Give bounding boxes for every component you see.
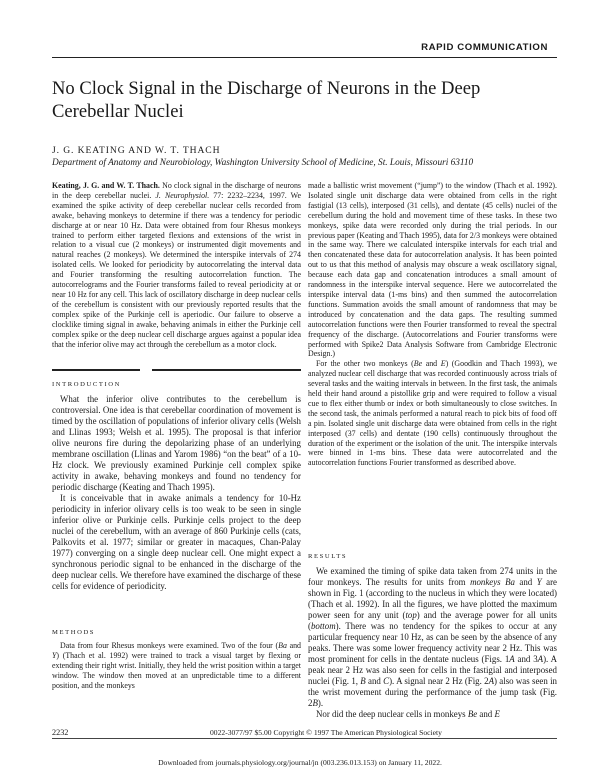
methods-paragraph-3: For the other two monkeys (Be and E) (Goodkin and Thach 1993), we analyzed nuclear cell discharge that was recorded continuously across trials of several tasks and the waiting intervals in between. In the first task, the animals held their hand around a pistollike grip and were required to follow a visual cue to flex either thumb or index or both simultaneously to close switches. In the second task, the animals performed a natural reach to pick bits of food off a pin. Isolated single unit discharge data were obtained from cells in the right interposed (37 cells) and dentate (190 cells) continuously throughout the duration of the experiment or the isolation of the unit. The interspike intervals were binned in 1-ms bins. These data were autocorrelated and the autocorrelation functions Fourier transformed as described above.: [308, 359, 557, 468]
header-rule: [52, 57, 557, 58]
section-tag: RAPID COMMUNICATION: [421, 42, 548, 53]
results-paragraph-1: We examined the timing of spike data taken from 274 units in the four monkeys. The results for units from monkeys Ba and Y are shown in Fig. 1 (according to the nucleus in which they were located) (Thach et al. 1992). In all the figures, we have plotted the maximum power seen for any unit (top) and the average power for all units (bottom). There was no tendency for the spikes to occur at any particular frequency near 10 Hz, as can be seen by the absence of any peaks. There was some lower frequency activity near 2 Hz. This was most prominent for cells in the dentate nucleus (Figs. 1A and 3A). A peak near 2 Hz was also seen for cells in the fastigial and interposed nuclei (Fig. 1, B and C). A signal near 2 Hz (Fig. 2A) also was seen in the wrist movement during the performance of the jump task (Fig. 2B).: [308, 566, 558, 708]
abstract-title-text: No clock signal in the discharge of neurons in the deep cerebellar nuclei.: [52, 181, 301, 200]
methods-body: [52, 641, 301, 691]
affiliation: Department of Anatomy and Neurobiology, Washington University School of Medicine, St. Louis, Missouri 63110: [52, 158, 474, 168]
introduction-heading: INTRODUCTION: [52, 381, 122, 388]
abstract-paragraph: [52, 181, 301, 349]
copyright-line: 0022-3077/97 $5.00 Copyright © 1997 The American Physiological Society: [210, 728, 442, 737]
section-divider: [52, 369, 301, 372]
methods-paragraph-1: Data from four Rhesus monkeys were examined. Two of the four (Ba and Y) (Thach et al. 1992) were trained to track a visual target by flexing or extending their right wrist. Initially, they held the wrist position within a target window. The window then moved at an unpredictable time to a different position, and the monkeys: [52, 641, 301, 690]
intro-paragraph-1: What the inferior olive contributes to the cerebellum is controversial. One idea is that cerebellar coordination of movement is timed by the oscillation of populations of inferior olivary cells (Welsh and Llinas 1993; Welsh et al. 1995). The proposal is that inferior olive neurons fire during the depolarizing phase of an underlying membrane oscillation (Llinas and Yarom 1986) “on the beat” of a 10-Hz clock. We previously examined Purkinje cell complex spike activity in awake, behaving monkeys and found no tendency for periodic discharge (Keating and Thach 1995).: [52, 394, 301, 492]
article-title: No Clock Signal in the Discharge of Neurons in the Deep Cerebellar Nuclei: [52, 78, 481, 122]
footer-rule: [52, 738, 557, 739]
results-body: [308, 566, 557, 720]
intro-paragraph-2: It is conceivable that in awake animals a tendency for 10-Hz periodicity in inferior olivary cells is too weak to be seen in single inferior olive or Purkinje cells. Purkinje cells project to the deep nuclei of the cerebellum, with an average of 860 Purkinje cells (cats, Palkovits et al. 1977; similar or greater in macaques, Chan-Palay 1977) converging on a single deep nuclear cell. One might expect a synchronous periodic signal to be enhanced in the discharge of the deep nuclear cells. We therefore have examined the discharge of these cells for evidence of periodicity.: [52, 493, 301, 591]
introduction-body: [52, 394, 301, 592]
authors: J. G. KEATING AND W. T. THACH: [52, 145, 221, 156]
results-paragraph-2: Nor did the deep nuclear cells in monkeys Be and E: [316, 709, 500, 719]
page-number: 2232: [52, 728, 69, 737]
journal-name: J. Neurophysiol.: [155, 190, 210, 200]
abstract-body: 77: 2232–2234, 1997. We examined the spike activity of deep cerebellar nuclear cells recorded from awake, behaving monkeys to determine if there was a tendency for periodic discharge at or near 10 Hz. Data were obtained from four Rhesus monkeys trained to perform either targeted flexions and extensions of the wrist in relation to a visual cue (2 monkeys) or instrumented digit movements and natural reaches (2 monkeys). We determined the interspike intervals of 274 isolated cells. We looked for periodicity by autocorrelating the interval data and Fourier transforming the resulting autocorrelation function. The autocorrelograms and the Fourier transforms failed to reveal periodicity at or near 10 Hz for any cell. This lack of oscillatory discharge in deep nuclear cells of the cerebellum is consistent with our previously reported results that the complex spike of the Purkinje cell is aperiodic. Our failure to observe a clocklike timing signal in awake, behaving animals in either the Purkinje cell complex spike or the deep nuclear cell discharge argues against a popular idea that the inferior olive may act through the cerebellum as a motor clock.: [52, 190, 301, 349]
download-note: Downloaded from journals.physiology.org/journal/jn (003.236.013.153) on January 11, 2022.: [158, 758, 442, 767]
abstract-lead: Keating, J. G. and W. T. Thach.: [52, 181, 160, 190]
methods-heading: METHODS: [52, 629, 96, 636]
abstract: [52, 181, 301, 349]
results-heading: RESULTS: [308, 553, 348, 560]
methods-paragraph-2: made a ballistic wrist movement (“jump”) to the window (Thach et al. 1992). Isolated single unit discharge data were obtained from cells in the right fastigial (13 cells), interposed (31 cells), and dentate (45 cells) nuclei of the cerebellum during the hold and movement time of these tasks. In these two monkeys, spike data were recorded only during the trial periods. In our previous paper (Keating and Thach 1995), data for 2/3 monkeys were obtained in the same way. There we calculated interspike intervals for each trial and then concatenated these data for autocorrelation analysis. It has been pointed out to us that this method of analysis may obscure a weak oscillatory signal, because each data gap and concatenation introduces a small amount of randomness in the interspike interval sequence. Here we autocorrelated the interspike interval data (1-ms bins) and then summed the autocorrelation functions. Summation avoids the small amount of randomness that may be introduced by concatenation and the data gaps. The resulting summed autocorrelation functions were then Fourier transformed to reveal the spectral frequency of the discharge. (Autocorrelations and Fourier transforms were performed with Spike2 Data Analysis Software from Cambridge Electronic Design.): [308, 181, 557, 359]
methods-body-continued: [308, 181, 557, 468]
